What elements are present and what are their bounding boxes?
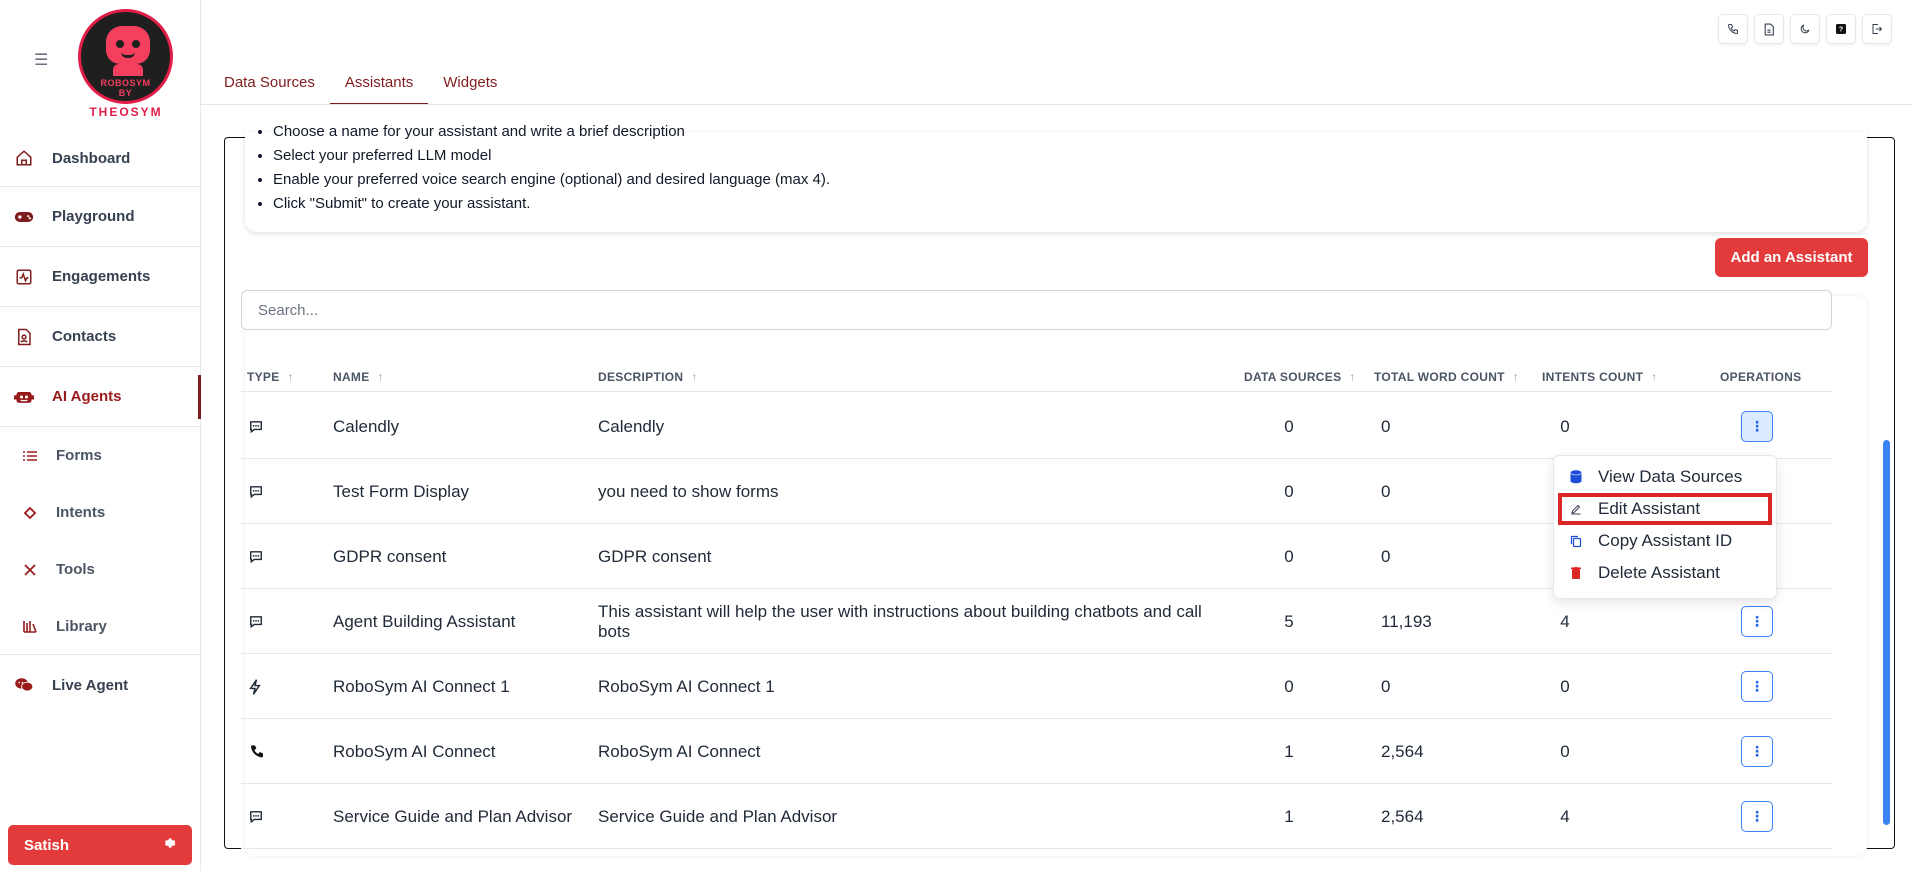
sidebar-nav [0, 130, 201, 715]
sidebar-item-ai-agents[interactable] [0, 367, 201, 427]
data-sources-count: 5 [1284, 611, 1294, 631]
tabs-divider [201, 104, 1912, 105]
sidebar-item-dashboard[interactable] [0, 130, 201, 187]
table-row[interactable] [241, 394, 1832, 459]
sort-arrow-icon[interactable]: ↑ [1651, 370, 1658, 384]
list-icon [22, 448, 38, 464]
operations-cell [1741, 654, 1773, 719]
library-icon [22, 618, 38, 634]
assistant-description: This assistant will help the user with instructions about building chatbots and call bots [598, 601, 1202, 641]
search-input[interactable] [241, 290, 1832, 330]
header-description[interactable]: DESCRIPTION ↑ [598, 370, 698, 384]
assistant-name[interactable]: RoboSym AI Connect [333, 741, 496, 761]
logo-small-text: ROBOSYM [100, 78, 151, 88]
operations-dropdown [1553, 455, 1777, 599]
assistant-description: RoboSym AI Connect [598, 741, 761, 761]
operations-cell [1741, 719, 1773, 784]
sidebar-item-label: Library [56, 617, 107, 635]
intents-count: 4 [1560, 806, 1570, 826]
data-sources-count: 0 [1284, 481, 1294, 501]
phone-icon[interactable] [1718, 14, 1748, 44]
operations-cell [1741, 394, 1773, 459]
header-total-word-count[interactable]: TOTAL WORD COUNT ↑ [1374, 370, 1520, 384]
dropdown-item-label: Edit Assistant [1598, 499, 1701, 518]
total-word-count: 0 [1381, 481, 1391, 501]
logo-brand-name: THEOSYM [89, 105, 163, 119]
assistant-description: you need to show forms [598, 481, 779, 501]
activity-icon [14, 267, 34, 287]
copy-assistant-id-item[interactable] [1554, 525, 1776, 557]
dropdown-item-label: View Data Sources [1598, 467, 1743, 486]
total-word-count: 2,564 [1381, 741, 1424, 761]
sidebar-item-label: Tools [56, 561, 95, 578]
tab-widgets[interactable]: Widgets [443, 74, 498, 91]
sidebar-item-label: Engagements [52, 268, 151, 285]
tab-bar [209, 63, 512, 105]
more-options-button[interactable]: ⋮ [1741, 736, 1773, 767]
hamburger-menu-icon[interactable]: ☰ [34, 52, 49, 69]
view-data-sources-item[interactable] [1554, 461, 1776, 493]
delete-assistant-item[interactable] [1554, 557, 1776, 589]
dropdown-item-label: Delete Assistant [1598, 563, 1720, 582]
assistant-description: Calendly [598, 416, 665, 436]
tab-assistants[interactable]: Assistants [330, 63, 428, 105]
sidebar-item-contacts[interactable] [0, 307, 201, 367]
robot-icon [14, 387, 34, 407]
chat-icon [249, 784, 263, 849]
sort-arrow-icon[interactable]: ↑ [287, 370, 294, 384]
robosym-logo [76, 6, 176, 118]
header-type[interactable]: TYPE ↑ [247, 370, 294, 384]
sidebar-item-playground[interactable] [0, 187, 201, 247]
instructions-list [273, 120, 1867, 216]
assistant-name[interactable]: RoboSym AI Connect 1 [333, 676, 510, 696]
phone-icon [249, 719, 265, 784]
assistant-name[interactable]: Service Guide and Plan Advisor [333, 806, 573, 826]
moon-icon[interactable] [1790, 14, 1820, 44]
more-options-button[interactable]: ⋮ [1741, 411, 1773, 442]
data-sources-count: 0 [1284, 676, 1294, 696]
trash-icon [1568, 567, 1584, 579]
sidebar [0, 0, 201, 871]
more-options-button[interactable]: ⋮ [1741, 671, 1773, 702]
chat-icon [249, 459, 263, 524]
sort-arrow-icon[interactable]: ↑ [1512, 370, 1520, 384]
intents-count: 0 [1560, 416, 1570, 436]
sidebar-item-label: Contacts [52, 328, 117, 345]
more-options-button[interactable]: ⋮ [1741, 606, 1773, 637]
sidebar-item-library[interactable] [0, 598, 201, 655]
diamond-icon [22, 505, 38, 521]
sidebar-item-label: AI Agents [52, 388, 122, 405]
intents-count: 0 [1560, 741, 1570, 761]
assistant-description: RoboSym AI Connect 1 [598, 676, 775, 696]
pencil-icon [1568, 503, 1584, 515]
sort-arrow-icon[interactable]: ↑ [377, 370, 384, 384]
total-word-count: 2,564 [1381, 806, 1424, 826]
logo-by-text: BY [118, 88, 133, 98]
sort-arrow-icon[interactable]: ↑ [1349, 370, 1356, 384]
header-intents-count[interactable]: INTENTS COUNT ↑ [1542, 370, 1658, 384]
document-icon[interactable] [1754, 14, 1784, 44]
gamepad-icon [14, 207, 34, 227]
assistant-description: Service Guide and Plan Advisor [598, 806, 838, 826]
assistant-name[interactable]: Agent Building Assistant [333, 611, 516, 631]
header-name[interactable]: NAME ↑ [333, 370, 384, 384]
intents-count: 4 [1560, 611, 1570, 631]
svg-text:?: ? [1838, 26, 1844, 34]
total-word-count: 0 [1381, 546, 1391, 566]
instructions-card [245, 123, 1867, 232]
data-sources-count: 1 [1284, 806, 1294, 826]
add-assistant-button[interactable]: Add an Assistant [1715, 238, 1868, 277]
table-row[interactable] [241, 719, 1832, 784]
chat-icon [14, 675, 34, 695]
edit-assistant-item[interactable] [1558, 493, 1772, 525]
sidebar-item-intents[interactable] [0, 484, 201, 541]
assistant-name[interactable]: GDPR consent [333, 546, 447, 566]
chat-icon [249, 394, 263, 459]
table-row[interactable] [241, 654, 1832, 719]
instruction-item: • Choose a name for your assistant and write a brief description [273, 120, 1867, 144]
sidebar-item-forms[interactable] [0, 427, 201, 484]
database-icon [1568, 470, 1584, 484]
data-sources-count: 1 [1284, 741, 1294, 761]
data-sources-count: 0 [1284, 416, 1294, 436]
sort-arrow-icon[interactable]: ↑ [691, 370, 698, 384]
total-word-count: 0 [1381, 416, 1391, 436]
table-header [241, 363, 1832, 392]
header-data-sources[interactable]: DATA SOURCES ↑ [1244, 370, 1356, 384]
help-icon[interactable] [1826, 14, 1856, 44]
sidebar-item-label: Playground [52, 208, 135, 225]
scrollbar-thumb[interactable] [1883, 440, 1890, 825]
logout-icon[interactable] [1862, 14, 1892, 44]
user-settings-button[interactable] [8, 825, 192, 865]
instruction-item: • Enable your preferred voice search engine (optional) and desired language (max 4). [273, 168, 1867, 192]
sidebar-item-label: Live Agent [52, 676, 129, 694]
sidebar-item-live-agent[interactable] [0, 655, 201, 715]
bolt-icon [249, 654, 261, 719]
user-name: Satish [24, 836, 70, 854]
assistant-name[interactable]: Test Form Display [333, 481, 470, 501]
home-icon [14, 148, 34, 168]
intents-count: 0 [1560, 676, 1570, 696]
tab-data-sources[interactable]: Data Sources [224, 74, 315, 91]
contact-icon [14, 327, 34, 347]
sidebar-item-label: Dashboard [52, 149, 131, 167]
sidebar-item-label: Forms [56, 447, 102, 464]
sidebar-item-label: Intents [56, 504, 106, 521]
gear-icon[interactable] [162, 836, 176, 854]
assistant-description: GDPR consent [598, 546, 712, 566]
table-row[interactable] [241, 784, 1832, 849]
sidebar-item-tools[interactable] [0, 541, 201, 598]
total-word-count: 0 [1381, 676, 1391, 696]
dropdown-item-label: Copy Assistant ID [1598, 531, 1733, 550]
data-sources-count: 0 [1284, 546, 1294, 566]
copy-icon [1568, 535, 1584, 548]
instruction-item: • Click "Submit" to create your assistant. [273, 192, 1867, 216]
instruction-item: • Select your preferred LLM model [273, 144, 1867, 168]
chat-icon [249, 589, 263, 654]
more-options-button[interactable]: ⋮ [1741, 801, 1773, 832]
tools-icon [22, 562, 38, 578]
top-toolbar [1716, 14, 1894, 48]
sidebar-item-engagements[interactable] [0, 247, 201, 307]
header-operations: OPERATIONS [1720, 370, 1802, 384]
assistant-name[interactable]: Calendly [333, 416, 400, 436]
total-word-count: 11,193 [1381, 611, 1432, 631]
operations-cell [1741, 784, 1773, 849]
chat-icon [249, 524, 263, 589]
